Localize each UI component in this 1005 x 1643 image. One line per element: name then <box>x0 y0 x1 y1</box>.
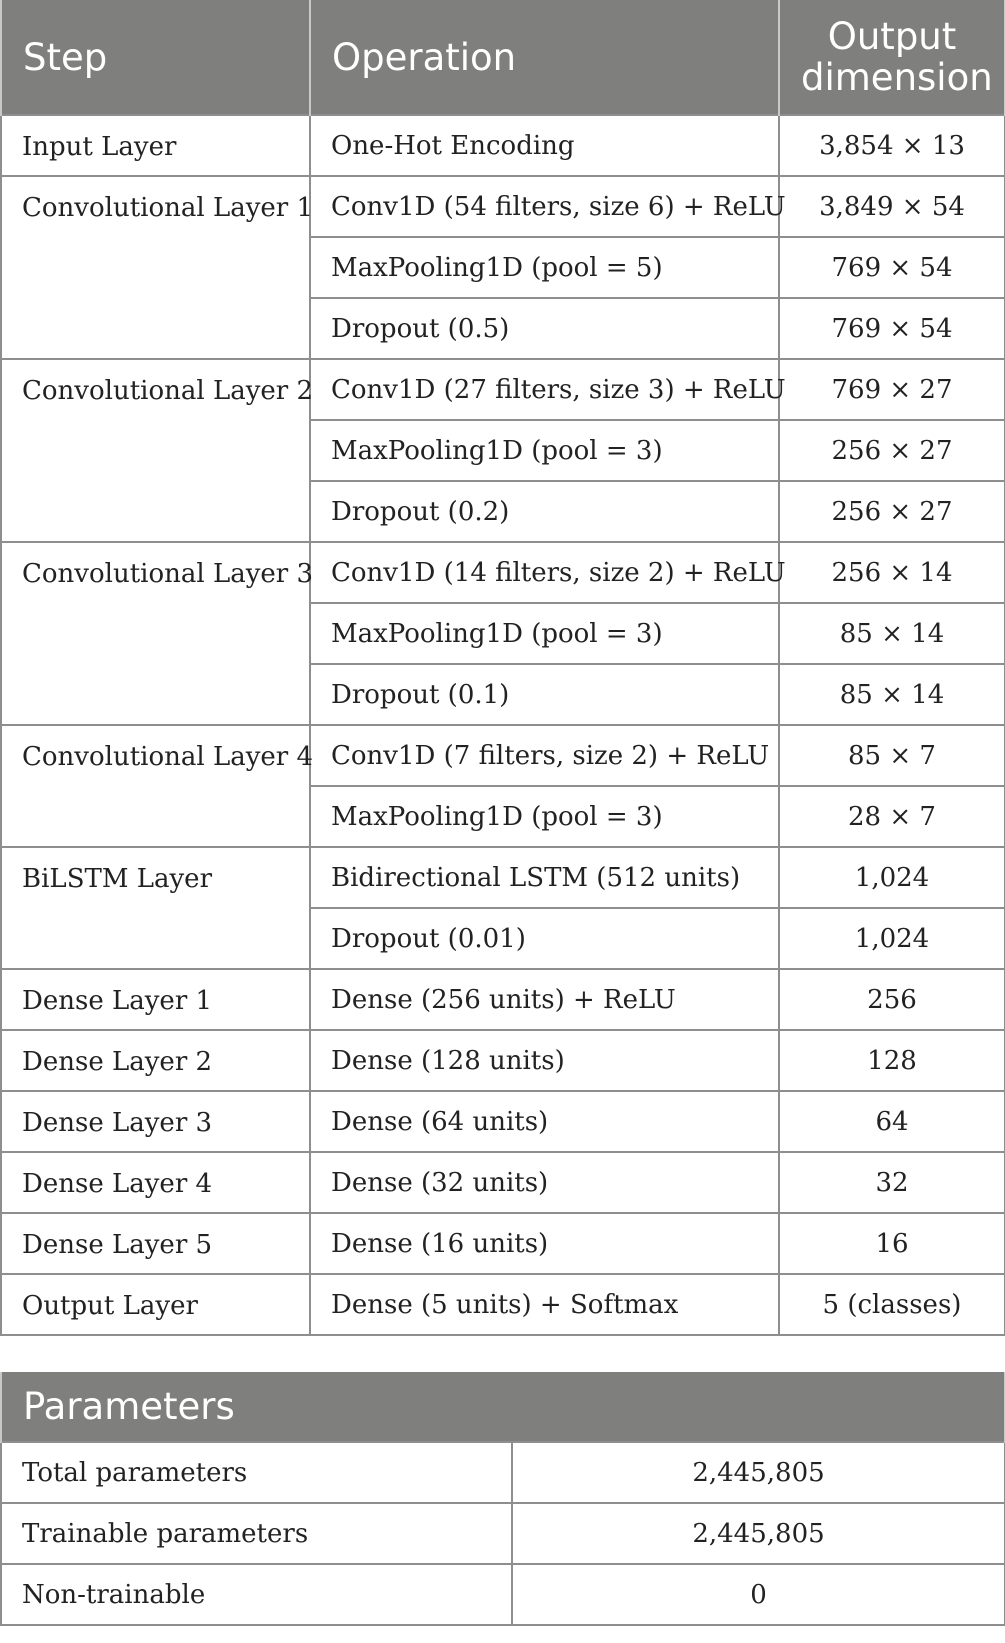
operation-cell: Conv1D (27 filters, size 3) + ReLU <box>310 359 779 420</box>
output-cell: 16 <box>779 1213 1005 1274</box>
header-step: Step <box>1 0 310 115</box>
output-cell: 256 <box>779 969 1005 1030</box>
step-cell: Dense Layer 2 <box>1 1030 310 1091</box>
parameter-label-cell: Total parameters <box>1 1442 512 1503</box>
output-cell: 5 (classes) <box>779 1274 1005 1335</box>
output-cell: 85 × 14 <box>779 603 1005 664</box>
step-cell: Convolutional Layer 2 <box>1 359 310 542</box>
table-row <box>1 969 1005 1030</box>
operation-cell: Dropout (0.1) <box>310 664 779 725</box>
operation-cell: Conv1D (7 filters, size 2) + ReLU <box>310 725 779 786</box>
output-cell: 85 × 14 <box>779 664 1005 725</box>
operation-cell: MaxPooling1D (pool = 3) <box>310 603 779 664</box>
parameters-table <box>0 1372 1005 1626</box>
output-cell: 1,024 <box>779 908 1005 969</box>
output-cell: 32 <box>779 1152 1005 1213</box>
header-output-dimension <box>779 0 1005 115</box>
step-cell: Dense Layer 4 <box>1 1152 310 1213</box>
parameter-value-cell: 2,445,805 <box>512 1442 1005 1503</box>
output-cell: 769 × 54 <box>779 237 1005 298</box>
table-row <box>1 115 1005 176</box>
operation-cell: Dense (32 units) <box>310 1152 779 1213</box>
header-output-line2: dimension <box>801 56 993 99</box>
header-operation: Operation <box>310 0 779 115</box>
operation-cell: Conv1D (54 filters, size 6) + ReLU <box>310 176 779 237</box>
output-cell: 256 × 14 <box>779 542 1005 603</box>
table-row <box>1 1274 1005 1335</box>
operation-cell: Dense (5 units) + Softmax <box>310 1274 779 1335</box>
operation-cell: Dense (256 units) + ReLU <box>310 969 779 1030</box>
output-cell: 3,854 × 13 <box>779 115 1005 176</box>
table-row <box>1 847 1005 908</box>
table-row <box>1 1030 1005 1091</box>
output-cell: 256 × 27 <box>779 420 1005 481</box>
table-row <box>1 176 1005 237</box>
table-row <box>1 1503 1005 1564</box>
output-cell: 256 × 27 <box>779 481 1005 542</box>
output-cell: 64 <box>779 1091 1005 1152</box>
operation-cell: Dropout (0.01) <box>310 908 779 969</box>
table-row <box>1 1442 1005 1503</box>
output-cell: 85 × 7 <box>779 725 1005 786</box>
operation-cell: Conv1D (14 filters, size 2) + ReLU <box>310 542 779 603</box>
parameter-value-cell: 2,445,805 <box>512 1503 1005 1564</box>
table-row <box>1 1564 1005 1625</box>
step-cell: BiLSTM Layer <box>1 847 310 969</box>
operation-cell: Dropout (0.5) <box>310 298 779 359</box>
table-row <box>1 725 1005 786</box>
output-cell: 1,024 <box>779 847 1005 908</box>
table-row <box>1 1091 1005 1152</box>
operation-cell: MaxPooling1D (pool = 5) <box>310 237 779 298</box>
operation-cell: Dense (128 units) <box>310 1030 779 1091</box>
output-cell: 28 × 7 <box>779 786 1005 847</box>
step-cell: Input Layer <box>1 115 310 176</box>
operation-cell: MaxPooling1D (pool = 3) <box>310 420 779 481</box>
output-cell: 769 × 54 <box>779 298 1005 359</box>
step-cell: Dense Layer 3 <box>1 1091 310 1152</box>
table-row <box>1 1152 1005 1213</box>
header-parameters: Parameters <box>1 1372 1005 1442</box>
parameter-label-cell: Trainable parameters <box>1 1503 512 1564</box>
output-cell: 3,849 × 54 <box>779 176 1005 237</box>
architecture-header-row <box>1 0 1005 115</box>
step-cell: Dense Layer 1 <box>1 969 310 1030</box>
parameters-header-row <box>1 1372 1005 1442</box>
step-cell: Dense Layer 5 <box>1 1213 310 1274</box>
operation-cell: Dropout (0.2) <box>310 481 779 542</box>
operation-cell: Bidirectional LSTM (512 units) <box>310 847 779 908</box>
operation-cell: One-Hot Encoding <box>310 115 779 176</box>
operation-cell: Dense (16 units) <box>310 1213 779 1274</box>
operation-cell: MaxPooling1D (pool = 3) <box>310 786 779 847</box>
operation-cell: Dense (64 units) <box>310 1091 779 1152</box>
header-output-line1: Output <box>827 15 957 58</box>
output-cell: 128 <box>779 1030 1005 1091</box>
step-cell: Convolutional Layer 3 <box>1 542 310 725</box>
parameter-value-cell: 0 <box>512 1564 1005 1625</box>
output-cell: 769 × 27 <box>779 359 1005 420</box>
table-row <box>1 542 1005 603</box>
parameter-label-cell: Non-trainable <box>1 1564 512 1625</box>
step-cell: Convolutional Layer 1 <box>1 176 310 359</box>
table-row <box>1 1213 1005 1274</box>
table-row <box>1 359 1005 420</box>
step-cell: Output Layer <box>1 1274 310 1335</box>
step-cell: Convolutional Layer 4 <box>1 725 310 847</box>
